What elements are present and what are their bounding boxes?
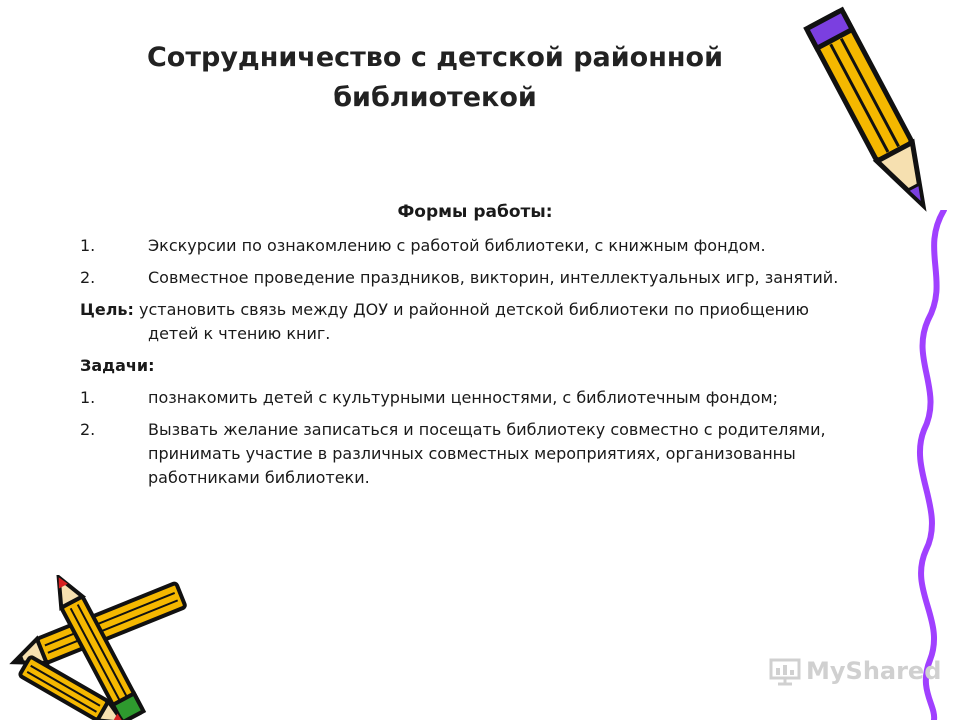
forms-item [80, 266, 850, 290]
list-number: 1. [80, 236, 96, 255]
watermark-text: MyShared [806, 657, 942, 685]
goal-label: Цель: [80, 300, 134, 319]
forms-heading: Формы работы: [397, 202, 553, 222]
tasks-heading: Задачи: [80, 356, 155, 375]
tasks-item [80, 418, 850, 490]
list-text: Экскурсии по ознакомлению с работой библиотеки, с книжным фондом. [148, 236, 766, 255]
list-number: 1. [80, 388, 96, 407]
list-text: Совместное проведение праздников, викторин, интеллектуальных игр, занятий. [148, 268, 839, 287]
crossed-pencils-icon [0, 575, 200, 720]
tasks-item [80, 386, 850, 410]
list-text: познакомить детей с культурными ценностями, с библиотечным фондом; [148, 388, 778, 407]
watermark-logo [768, 656, 941, 686]
list-number: 2. [80, 420, 96, 439]
list-text: Вызвать желание записаться и посещать библиотеку совместно с родителями, принимать участие в различных совместных мероприятиях, организованны работниками библиотеки. [148, 420, 826, 487]
slide-title: Сотрудничество с детской районной библиотекой [146, 42, 724, 113]
wavy-line-decoration [900, 210, 960, 720]
forms-item [80, 234, 850, 258]
slide-content [80, 234, 850, 498]
list-number: 2. [80, 268, 96, 287]
goal-text: установить связь между ДОУ и районной детской библиотеки по приобщению детей к чтению книг. [139, 300, 809, 343]
goal-paragraph [80, 298, 850, 346]
pencil-icon [800, 0, 960, 240]
presentation-icon [768, 656, 802, 686]
